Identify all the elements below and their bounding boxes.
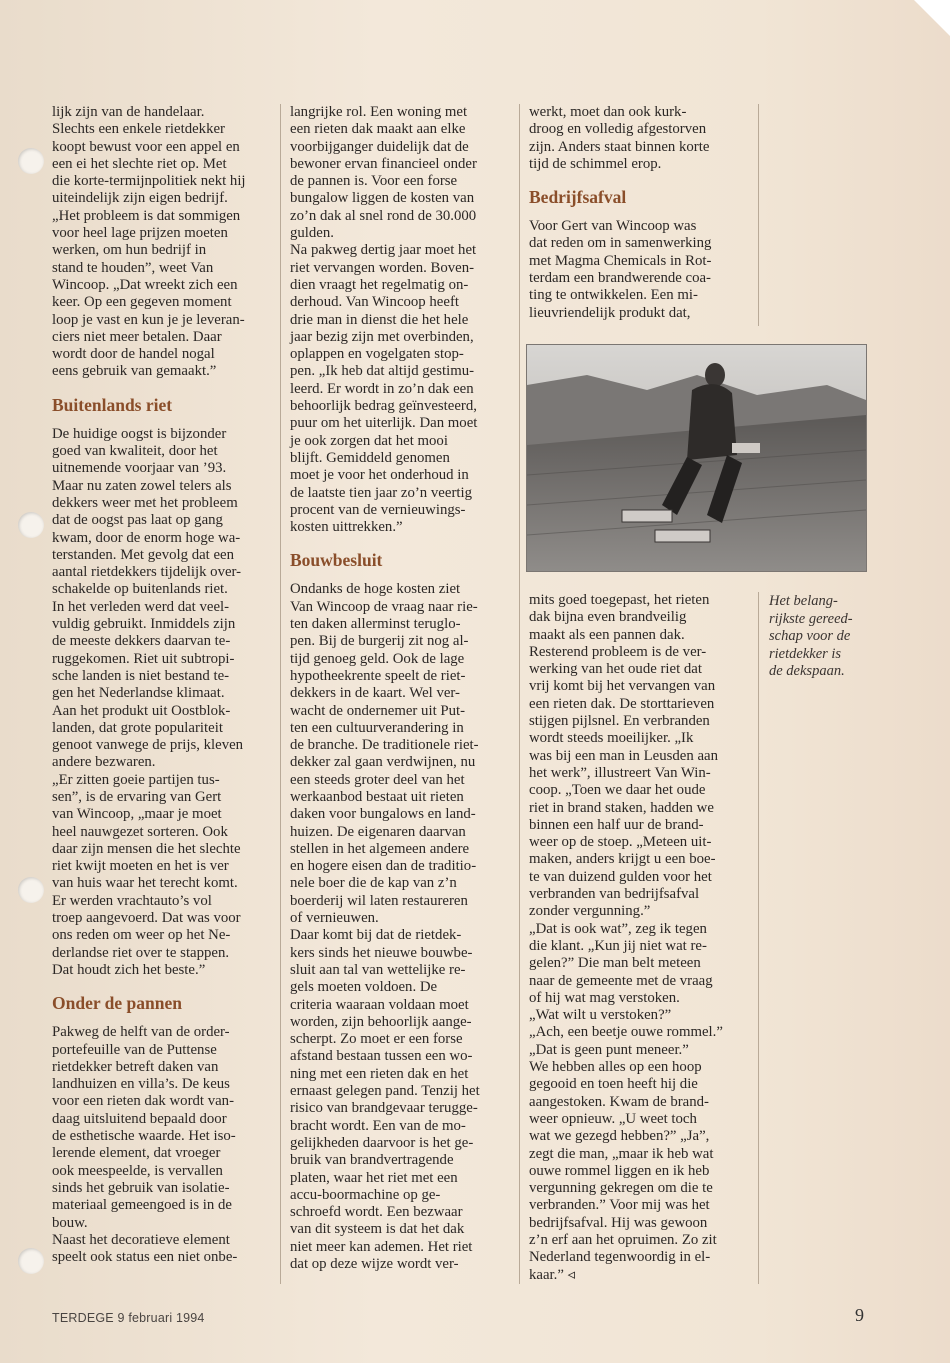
footer-magazine-date: TERDEGE 9 februari 1994 xyxy=(52,1311,205,1325)
paragraph: „Dat is ook wat”, zeg ik tegen die klant. „Kun jij niet wat re- gelen?” Die man belt meteen naar de gemeente met de vraag of hij wat mag verstoken. „Wat wilt u verstoken?” „Ach, een beetje ouwe rommel.” „Dat is geen punt meneer.” We hebben alles op een hoop gegooid en toen heeft hij die aangestoken. Kwam de brand- weer opnieuw. „U weet toch wat we gezegd hebben?” „Ja”, zegt die man, „maar ik heb wat ouwe rommel liggen en ik heb vergunning gekregen om die te verbranden.” Voor mij was het bedrijfsafval. Hij was gewoon z’n erf aan het opruimen. Zo zit Nederland tegenwoordig in el- kaar.” ◃ xyxy=(529,920,723,1283)
paragraph: lijk zijn van de handelaar. Slechts een enkele rietdekker koopt bewust voor een appel en een ei het slechte riet op. Met die korte-termijnpolitiek nekt hij uiteindelijk zijn eigen bedrijf. „Het probleem is dat sommigen voor heel lage prijzen moeten werken, om hun bedrijf in stand te houden”, weet Van Wincoop. „Dat wreekt zich een keer. Op een gegeven moment loop je vast en kun je je leveran- ciers niet meer betalen. Daar wordt door de handel nogal eens gebruik van gemaakt.” xyxy=(52,104,246,380)
column-divider xyxy=(280,104,281,1284)
torn-corner xyxy=(914,0,950,36)
punch-hole xyxy=(18,877,44,903)
paragraph: Naast het decoratieve element speelt ook status een niet onbe- xyxy=(52,1231,238,1266)
photo-caption: Het belang- rijkste gereed- schap voor de rietdekker is de dekspaan. xyxy=(769,593,853,679)
thatcher-photo-illustration xyxy=(527,345,866,571)
section-heading-bouwbesluit: Bouwbesluit xyxy=(290,550,383,571)
column-divider xyxy=(758,592,759,1284)
paragraph: Pakweg de helft van de order- portefeuille van de Puttense rietdekker betreft daken van landhuizen en villa’s. De keus voor een rieten dak wordt van- daag uitsluitend bepaald door de esthetische waarde. Het iso- lerende element, dat vroeger ook meespeelde, is vervallen sinds het gebruik van isolatie- materiaal gemeengoed is in de bouw. xyxy=(52,1024,236,1231)
paragraph: werkt, moet dan ook kurk- droog en volledig afgestorven zijn. Anders staat binnen korte tijd de schimmel erop. xyxy=(529,104,710,172)
thatcher-photo xyxy=(526,344,867,572)
article-column-2 xyxy=(290,104,510,1273)
paragraph: „Er zitten goeie partijen tus- sen”, is de ervaring van Gert van Wincoop, „maar je moet heel nauwgezet sorteren. Ook daar zijn mensen die het slechte riet kwijt moeten en het is ver van huis waar het terecht komt. Er werden vrachtauto’s vol troep aangevoerd. Dat was voor ons reden om weer op het Ne- derlandse riet over te stappen. Dat houdt zich het beste.” xyxy=(52,771,241,978)
article-column-3-top xyxy=(529,104,749,322)
section-heading-buitenlands-riet: Buitenlands riet xyxy=(52,394,173,415)
paragraph: Voor Gert van Wincoop was dat reden om in samenwerking met Magma Chemicals in Rot- terdam een brandwerende coa- ting te ontwikkelen. Een mi- lieuvriendelijk produkt dat, xyxy=(529,218,712,321)
punch-hole xyxy=(18,512,44,538)
punch-hole xyxy=(18,148,44,174)
section-heading-onder-de-pannen: Onder de pannen xyxy=(52,993,182,1014)
column-divider xyxy=(519,104,520,1284)
paragraph: Daar komt bij dat de rietdek- kers sinds het nieuwe bouwbe- sluit aan tal van wettelijke re- gels moeten voldoen. De criteria waaraan voldaan moet worden, zijn behoorlijk aange- scherpt. Zo moet er een forse afstand bestaan tussen een wo- ning met een rieten dak en het ernaast gelegen pand. Tenzij het risico van brandgevaar terugge- bracht wordt. Een van de mo- gelijkheden daarvoor is het ge- bruik van brandvertragende platen, waar het riet met een accu-boormachine op ge- schroefd wordt. Een bezwaar van dit systeem is dat het dak niet meer kan ademen. Het riet dat op deze wijze wordt ver- xyxy=(290,927,480,1272)
article-column-3-bottom xyxy=(529,592,749,1284)
page-number: 9 xyxy=(855,1305,864,1325)
paragraph: De huidige oogst is bijzonder goed van kwaliteit, door het uitnemende voorjaar van ’93. Maar nu zaten zowel telers als dekkers weer met het probleem dat de oogst pas laat op gang kwam, door de enorm hoge wa- terstanden. Met gevolg dat een aantal rietdekkers tijdelijk over- schakelde op buitenlands riet. In het verleden werd dat veel- vuldig gebruikt. Inmiddels zijn de meeste dekkers daarvan te- ruggekomen. Riet uit subtropi- sche landen is niet bestand te- gen het Nederlandse klimaat. Aan het produkt uit Oostblok- landen, dat grote populariteit genoot vanwege de prijs, kleven andere bezwaren. xyxy=(52,425,244,771)
paragraph: langrijke rol. Een woning met een rieten dak maakt aan elke voorbijganger duidelijk dat de bewoner ervan financieel onder de pannen is. Voor een forse bungalow liggen de kosten van zo’n dak al snel rond de 30.000 gulden. xyxy=(290,104,477,242)
paragraph: mits goed toegepast, het rieten dak bijna even brandveilig maakt als een pannen dak. Resterend probleem is de ver- werking van het oude riet dat vrij komt bij het vervangen van een rieten dak. De storttarieven stijgen pijlsnel. En verbranden wordt steeds moeilijker. „Ik was bij een man in Leusden aan het werk”, illustreert Van Win- coop. „Toen we daar het oude riet in brand staken, hadden we binnen een half uur de brand- weer op de stoep. „Meteen uit- maken, anders krijgt u een boe- te van duizend gulden voor het verbranden van bedrijfsafval zonder vergunning.” xyxy=(529,592,719,920)
paragraph: Ondanks de hoge kosten ziet Van Wincoop de vraag naar rie- ten daken allerminst teruglo- pen. Bij de burgerij zit nog al- tijd genoeg geld. Ook de lage hypotheekrente speelt de riet- dekkers in de kaart. Wel ver- wacht de ondernemer uit Put- ten een cultuurverandering in de branche. De traditionele riet- dekker zal gaan verdwijnen, nu een steeds groter deel van het werkaanbod bestaat uit rieten daken voor bungalows en land- huizen. De eigenaren daarvan stellen in het algemeen andere en hogere eisen dan de traditio- nele boer die de kap van z’n boerderij wil laten restaureren of vernieuwen. xyxy=(290,581,479,927)
punch-hole xyxy=(18,1248,44,1274)
section-heading-bedrijfsafval: Bedrijfsafval xyxy=(529,187,627,208)
article-column-1 xyxy=(52,104,272,1266)
paragraph: Na pakweg dertig jaar moet het riet vervangen worden. Boven- dien vraagt het regelmatig on- derhoud. Van Wincoop heeft drie man in dienst die het hele jaar bezig zijn met overbinden, oplappen en vogelgaten stop- pen. „Ik heb dat altijd gestimu- leerd. Er wordt in zo’n dak een behoorlijk bedrag geïnvesteerd, puur om het uiterlijk. Dan moet je ook zorgen dat het mooi blijft. Gemiddeld genomen moet je voor het onderhoud in de laatste tien jaar zo’n veertig procent van de vernieuwings- kosten uittrekken.” xyxy=(290,242,478,536)
column-divider xyxy=(758,104,759,326)
